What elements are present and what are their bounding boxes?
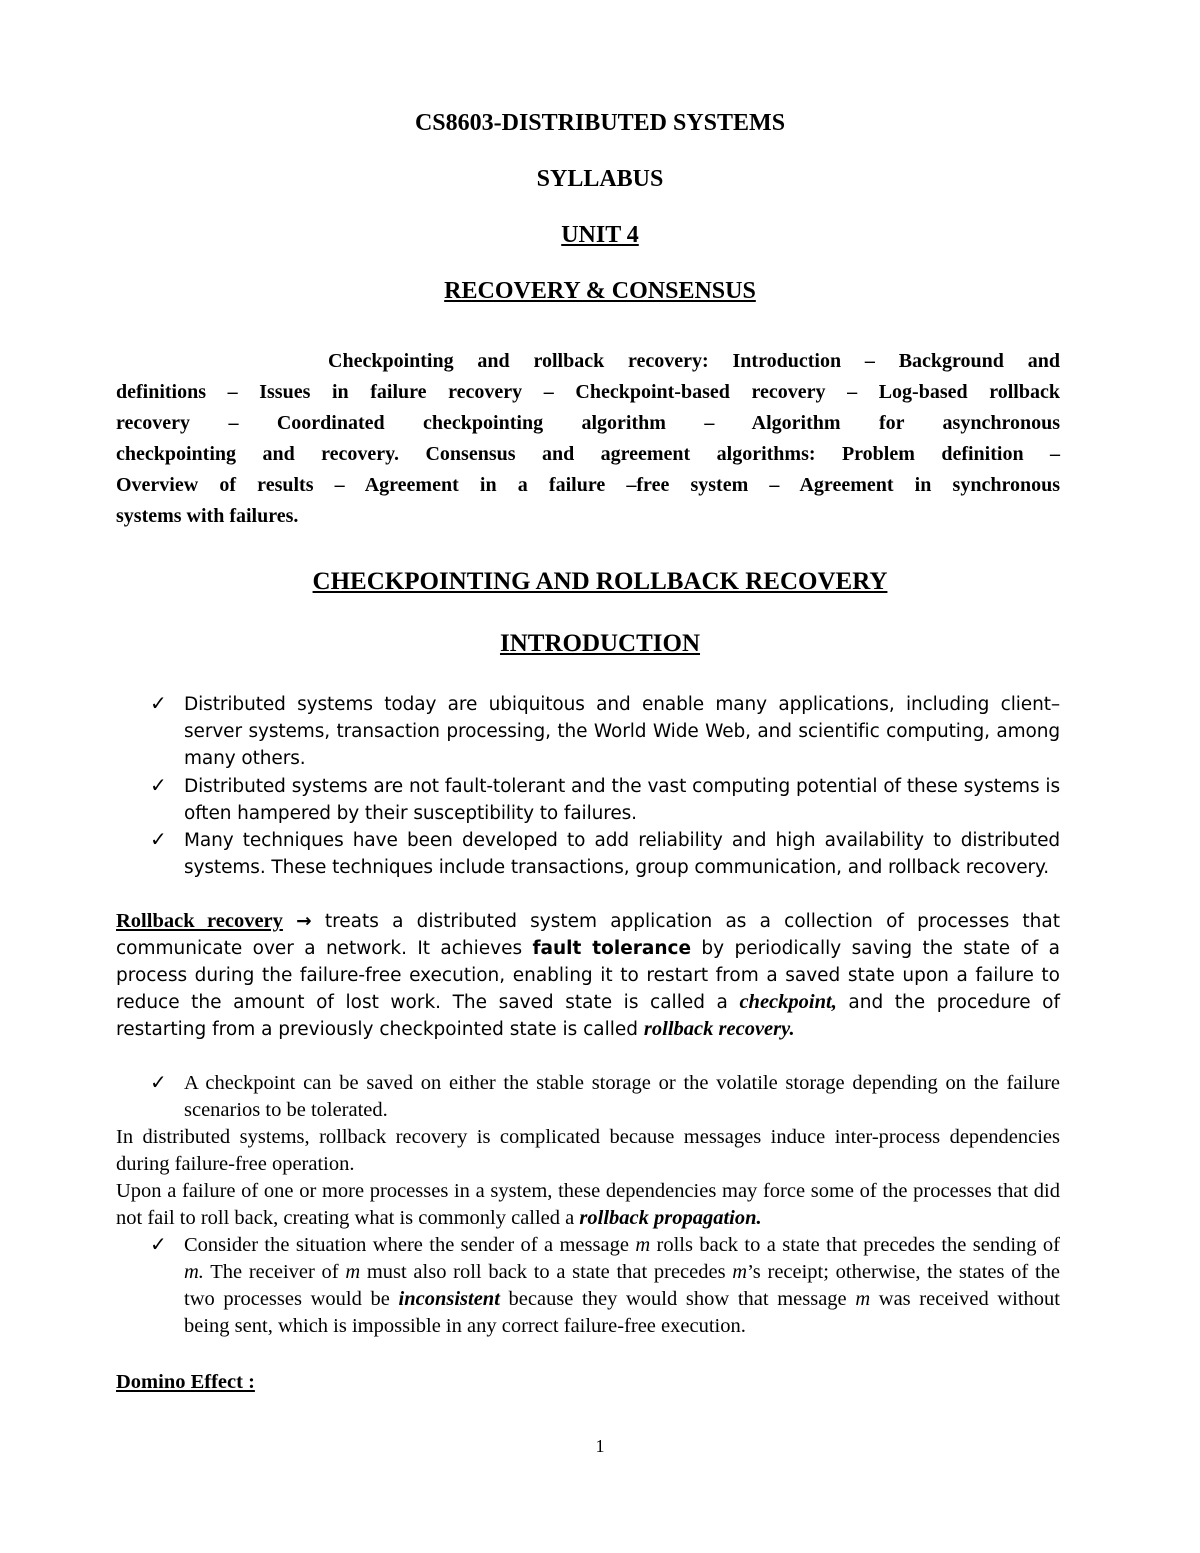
syllabus-line: definitions – Issues in failure recovery – Checkpoint-based recovery – Log-based rollback — [116, 381, 1060, 403]
arrow-icon: → — [296, 911, 312, 932]
bullet-item: Many techniques have been developed to add reliability and high availability to distributed systems. These techniques include transactions, group communication, and rollback recovery. — [184, 830, 1060, 878]
message-variable: m — [635, 1234, 651, 1256]
paragraph — [116, 1178, 1060, 1232]
page-number: 1 — [595, 1436, 605, 1456]
bullet-text: must also roll back to a state that precedes — [360, 1261, 733, 1283]
syllabus-line: Checkpointing and rollback recovery: Introduction – Background and — [328, 350, 1060, 372]
course-title: CS8603-DISTRIBUTED SYSTEMS — [414, 110, 786, 136]
paragraph: In distributed systems, rollback recovery is complicated because messages induce inter-process dependencies during failure-free operation. — [116, 1126, 1060, 1175]
rollback-recovery-term: rollback recovery. — [643, 1018, 795, 1040]
bullet-item: Distributed systems are not fault-tolerant and the vast computing potential of these systems is often hampered by their susceptibility to failures. — [184, 776, 1060, 824]
message-variable: m — [345, 1261, 361, 1283]
check-icon: ✓ — [150, 693, 167, 715]
paragraph-text: by periodically saving the state of a process during the failure-free execution, enabling it to restart from a saved state upon a failure to reduce the amount of lost work. The saved state is called a — [116, 938, 1060, 1013]
domino-effect-heading: Domino Effect : — [116, 1371, 255, 1393]
check-icon: ✓ — [150, 775, 167, 797]
fault-tolerance-term: fault tolerance — [532, 938, 692, 959]
paragraph-text: and the procedure of restarting from a previously checkpointed state is called — [116, 992, 1060, 1040]
bullet-item: Distributed systems today are ubiquitous and enable many applications, including client–server systems, transaction processing, the World Wide Web, and scientific computing, among many others. — [184, 694, 1060, 769]
syllabus-line: recovery – Coordinated checkpointing algorithm – Algorithm for asynchronous — [116, 412, 1060, 434]
paragraph-text: treats a distributed system application as a collection of processes that communicate over a network. It achieves — [116, 911, 1060, 959]
unit-title: RECOVERY & CONSENSUS — [444, 278, 756, 304]
bullet-item — [184, 1232, 1060, 1340]
message-variable: m — [855, 1288, 871, 1310]
paragraph-text: Upon a failure of one or more processes in a system, these dependencies may force some of the processes that did not fail to roll back, creating what is commonly called a — [116, 1180, 1060, 1229]
message-variable: m — [732, 1261, 748, 1283]
bullet-text: Consider the situation where the sender of a message — [184, 1234, 636, 1256]
syllabus-heading: SYLLABUS — [536, 166, 664, 192]
check-icon: ✓ — [150, 829, 167, 851]
section-title: CHECKPOINTING AND ROLLBACK RECOVERY — [312, 568, 888, 595]
syllabus-line: Overview of results – Agreement in a failure –free system – Agreement in synchronous — [116, 474, 1060, 496]
checkpoint-term: checkpoint, — [739, 991, 837, 1013]
bullet-text: The receiver of — [203, 1261, 346, 1283]
bullet-text: was received without being sent, which is impossible in any correct failure-free execution. — [184, 1288, 1061, 1337]
rollback-term: Rollback recovery — [116, 910, 283, 932]
syllabus-text — [116, 346, 1060, 532]
bullet-item: A checkpoint can be saved on either the stable storage or the volatile storage depending on the failure scenarios to be tolerated. — [184, 1072, 1060, 1121]
bullet-text: because they would show that message — [499, 1288, 856, 1310]
check-icon: ✓ — [150, 1072, 167, 1094]
subsection-title: INTRODUCTION — [499, 630, 701, 657]
message-variable: m. — [184, 1261, 204, 1283]
syllabus-line: checkpointing and recovery. Consensus and agreement algorithms: Problem definition – — [116, 443, 1060, 465]
bullet-text: rolls back to a state that precedes the sending of — [650, 1234, 1060, 1256]
rollback-paragraph — [116, 908, 1060, 1043]
syllabus-line: systems with failures. — [116, 505, 299, 527]
inconsistent-term: inconsistent — [398, 1288, 500, 1310]
check-icon: ✓ — [150, 1234, 167, 1256]
unit-heading: UNIT 4 — [561, 222, 639, 248]
rollback-propagation-term: rollback propagation. — [579, 1207, 762, 1229]
bullet-text: ’s receipt; otherwise, the states of the two processes would be — [184, 1261, 1060, 1310]
